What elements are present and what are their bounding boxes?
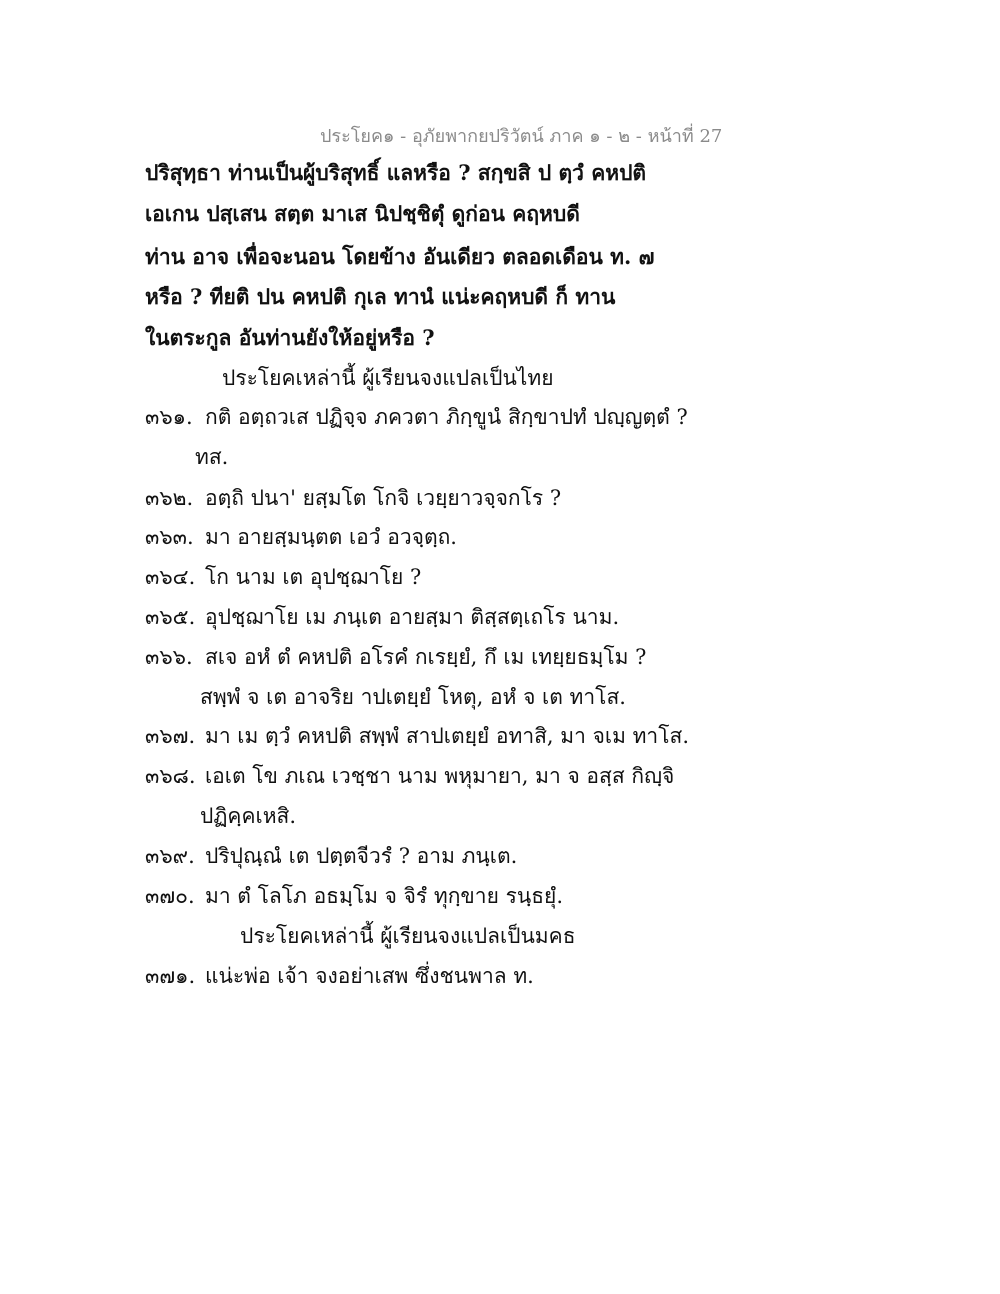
page-header: ประโยค๑ - อุภัยพากยปริวัตน์ ภาค ๑ - ๒ - หน้าที่ 27 [320,126,723,147]
item-number: ๓๖๕. [145,605,196,629]
item-text: โก นาม เต อุปชฺฌาโย ? [205,565,422,589]
item-text: สพฺพํ จ เต อาจริย าปเตยฺยํ โหตุ, อหํ จ เต ทาโส. [200,685,626,709]
list-item [145,723,689,749]
item-number: ๓๖๖. [145,645,193,669]
list-item [145,604,619,630]
list-item [145,404,688,430]
list-item-continuation [200,684,626,710]
bold-line: ท่าน อาจ เพื่อจะนอน โดยข้าง อันเดียว ตลอดเดือน ท. ๗ [145,244,655,269]
item-number: ๓๖๘. [145,764,196,788]
bold-line: เอเกน ปสฺเสน สตฺต มาเส นิปชฺชิตุํ ดูก่อน คฤหบดี [145,201,580,226]
item-text: สเจ อหํ ตํ คหปติ อโรคํ กเรยฺยํ, กึ เม เทยฺยธมฺโม ? [205,645,647,669]
bold-line: ปริสุทฺธา ท่านเป็นผู้บริสุทธิ์ แลหรือ ? สกฺขสิ ป ตฺวํ คหปติ [145,160,647,185]
item-number: ๓๗๐. [145,884,195,908]
section-heading-thai: ประโยคเหล่านี้ ผู้เรียนจงแปลเป็นไทย [222,366,554,390]
list-item [145,763,674,789]
item-number: ๓๖๑. [145,405,193,429]
item-text: แน่ะพ่อ เจ้า จงอย่าเสพ ซึ่งชนพาล ท. [205,964,534,988]
bold-line: ในตระกูล อันท่านยังให้อยู่หรือ ? [145,325,435,350]
item-text: อุปชฺฌาโย เม ภนฺเต อายสฺมา ติสฺสตฺเถโร นาม. [205,605,620,629]
item-number: ๓๖๓. [145,525,194,549]
item-number: ๓๗๑. [145,964,196,988]
item-text: อตฺถิ ปนา' ยสฺมโต โกจิ เวยฺยาวจฺจกโร ? [205,486,562,510]
section-heading-magadha: ประโยคเหล่านี้ ผู้เรียนจงแปลเป็นมคธ [240,924,576,948]
item-text: มา เม ตฺวํ คหปติ สพฺพํ สาปเตยฺยํ อทาสิ, มา จเม ทาโส. [205,724,689,748]
item-number: ๓๖๙. [145,844,195,868]
item-text: มา ตํ โลโภ อธมฺโม จ จิรํ ทุกฺขาย รนฺธยุํ. [205,884,563,908]
item-text: เอเต โข ภเณ เวชฺชา นาม พหุมายา, มา จ อสฺส กิญฺจิ [205,764,675,788]
item-text: ปฏิคฺคเหสิ. [200,804,297,828]
list-item [145,524,457,550]
item-number: ๓๖๔. [145,565,196,589]
item-text: ปริปุณฺณํ เต ปตฺตจีวรํ ? อาม ภนฺเต. [205,844,518,868]
item-number: ๓๖๗. [145,724,196,748]
item-text: มา อายสฺมนฺตต เอวํ อวจฺตฺถ. [205,525,457,549]
item-text: กติ อตฺถวเส ปฏิจฺจ ภควตา ภิกฺขูนํ สิกฺขาปทํ ปญฺญตฺตํ ? [205,405,688,429]
list-item [145,883,563,909]
list-item [145,843,517,869]
bold-line: หรือ ? ทียติ ปน คหปติ กุเล ทานํ แน่ะคฤหบดี ก็ ทาน [145,284,616,309]
list-item [145,963,534,989]
item-number: ๓๖๒. [145,486,194,510]
list-item-continuation [195,444,228,470]
item-text: ทส. [195,445,229,469]
list-item [145,644,646,670]
list-item [145,564,421,590]
list-item [145,485,561,511]
list-item-continuation [200,803,296,829]
